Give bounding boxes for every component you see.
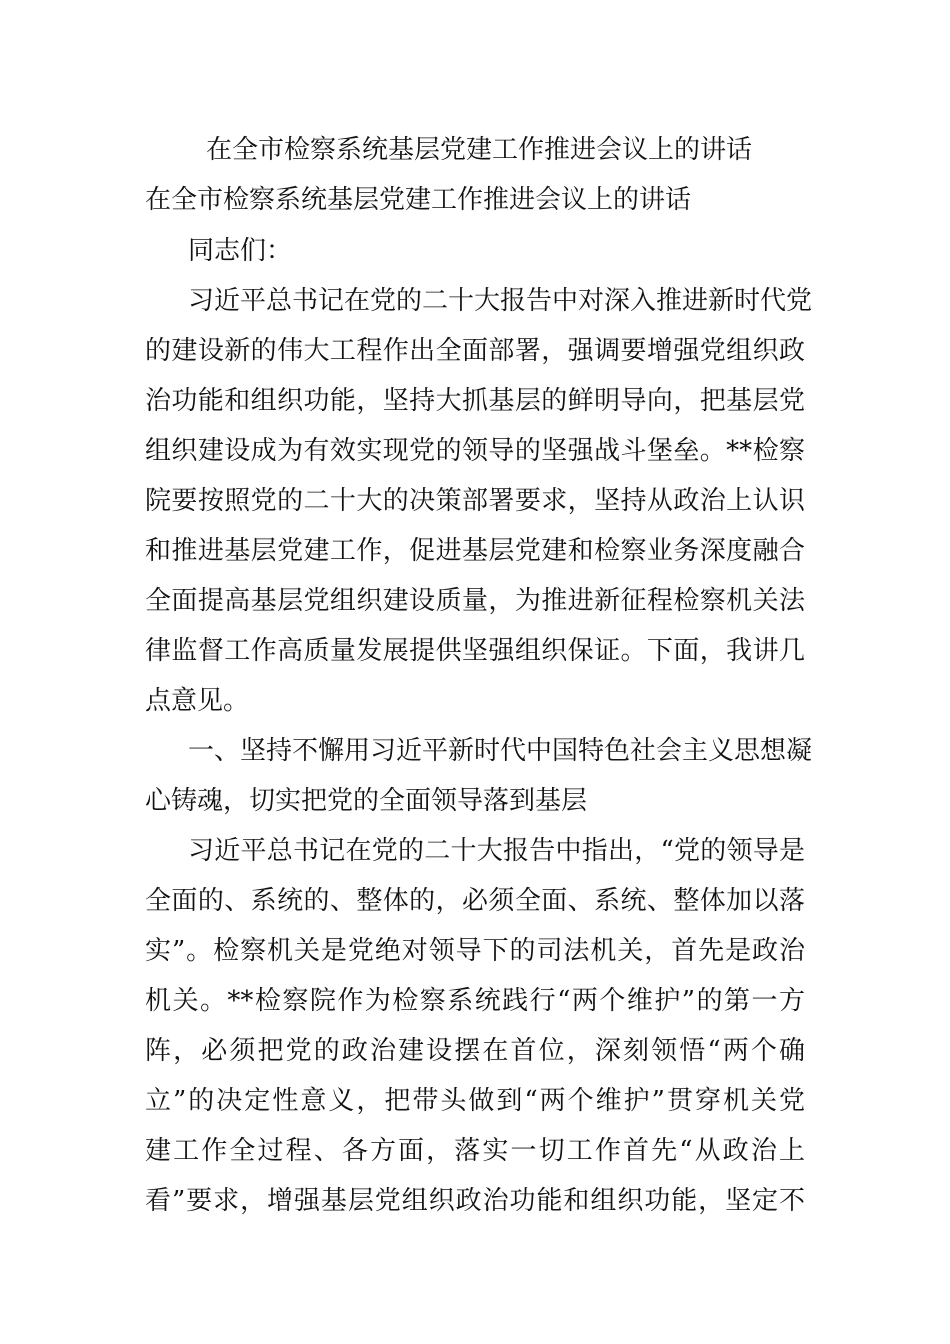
paragraph-line: 和推进基层党建工作，促进基层党建和检察业务深度融合	[145, 536, 805, 566]
paragraph-line: 实”。检察机关是党绝对领导下的司法机关，首先是政治	[145, 936, 805, 966]
section-heading-line: 心铸魂，切实把党的全面领导落到基层	[145, 786, 588, 816]
paragraph-line: 院要按照党的二十大的决策部署要求，坚持从政治上认识	[145, 486, 805, 516]
section-heading-line: 一、坚持不懈用习近平新时代中国特色社会主义思想凝	[188, 736, 813, 766]
document-subtitle: 在全市检察系统基层党建工作推进会议上的讲话	[145, 185, 692, 215]
paragraph-line: 立”的决定性意义，把带头做到“两个维护”贯穿机关党	[145, 1086, 805, 1116]
paragraph-line: 组织建设成为有效实现党的领导的坚强战斗堡垒。**检察	[145, 436, 805, 466]
paragraph-line: 看”要求，增强基层党组织政治功能和组织功能，坚定不	[145, 1186, 805, 1216]
salutation: 同志们：	[188, 236, 293, 266]
paragraph-line: 习近平总书记在党的二十大报告中对深入推进新时代党	[188, 286, 813, 316]
paragraph-line: 建工作全过程、各方面，落实一切工作首先“从政治上	[145, 1136, 805, 1166]
paragraph-line: 机关。**检察院作为检察系统践行“两个维护”的第一方	[145, 986, 805, 1016]
paragraph-line: 的建设新的伟大工程作出全面部署，强调要增强党组织政	[145, 336, 805, 366]
paragraph-line: 习近平总书记在党的二十大报告中指出，“党的领导是	[188, 836, 805, 866]
paragraph-line: 阵，必须把党的政治建设摆在首位，深刻领悟“两个确	[145, 1036, 805, 1066]
paragraph-line: 全面的、系统的、整体的，必须全面、系统、整体加以落	[145, 886, 805, 916]
paragraph-line: 律监督工作高质量发展提供坚强组织保证。下面，我讲几	[145, 636, 805, 666]
paragraph-line: 点意见。	[145, 686, 250, 716]
paragraph-line: 全面提高基层党组织建设质量，为推进新征程检察机关法	[145, 586, 805, 616]
paragraph-line: 治功能和组织功能，坚持大抓基层的鲜明导向，把基层党	[145, 386, 805, 416]
document-title: 在全市检察系统基层党建工作推进会议上的讲话	[206, 135, 753, 165]
